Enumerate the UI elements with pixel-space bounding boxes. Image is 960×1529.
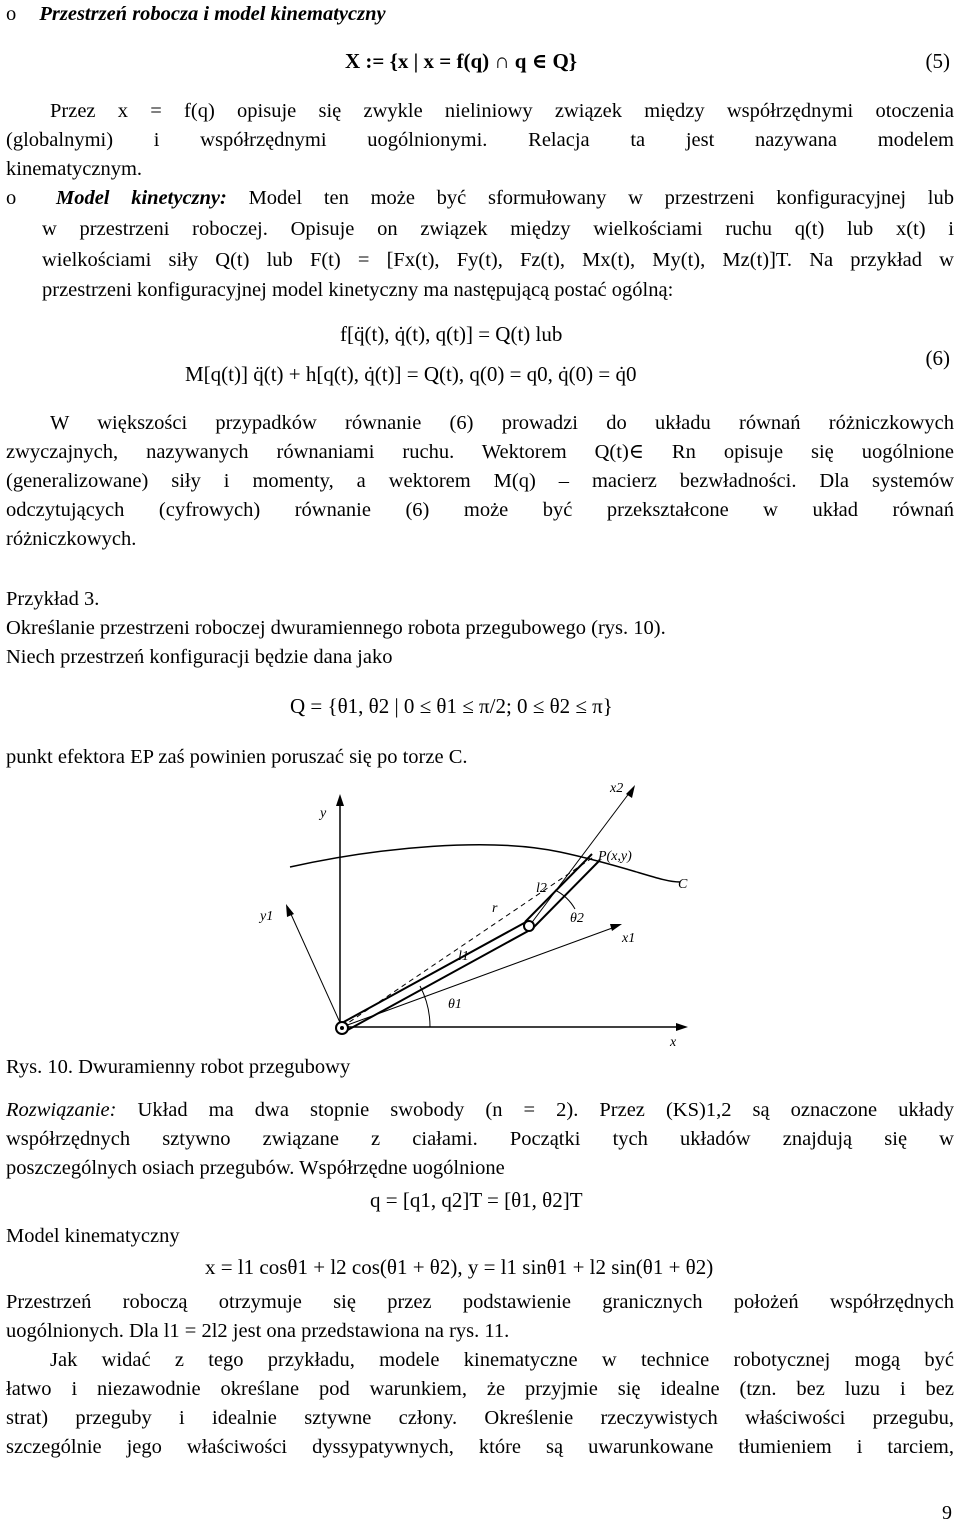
para3-line2: uogólnionych. Dla l1 = 2l2 jest ona przedstawiona na rys. 11. [6, 1320, 510, 1342]
example-line1: Przykład 3. [6, 588, 100, 610]
efektor-line: punkt efektora EP zaś powinien poruszać się po torze C. [6, 746, 468, 768]
model-text: Model ten może być sformułowany w przestrzeni konfiguracyjnej lub [226, 187, 954, 209]
model-line3: wielkościami siły Q(t) lub F(t) = [Fx(t), Fy(t), Fz(t), Mx(t), My(t), Mz(t)]T. Na przykład w [42, 249, 954, 271]
label-x1: x1 [622, 931, 636, 946]
label-C: C [678, 877, 688, 892]
para4-line3: strat) przeguby i idealnie sztywne człony. Określenie rzeczywistych właściwości przegubu, [6, 1407, 954, 1429]
equation-5: X := {x | x = f(q) ∩ q ∈ Q} [345, 49, 578, 73]
label-l1: l1 [458, 949, 469, 964]
model-line2: w przestrzeni roboczej. Opisuje on związek między wielkościami ruchu q(t) lub x(t) i [42, 218, 954, 240]
robot-arm-figure [230, 772, 730, 1052]
solution-text: Układ ma dwa stopnie swobody (n = 2). Przez (KS)1,2 są oznaczone układy [116, 1099, 954, 1121]
equation-6-line2: M[q(t)] q̈(t) + h[q(t), q̇(t)] = Q(t), q(0) = q0, q̇(0) = q̇0 [185, 362, 637, 386]
para2-line4: odczytujących (cyfrowych) równanie (6) może być przekształcone w układ równań [6, 499, 954, 521]
label-y: y [320, 806, 327, 821]
equation-q: q = [q1, q2]T = [θ1, θ2]T [370, 1188, 583, 1212]
para2-line2: zwyczajnych, nazywanych równaniami ruchu. Wektorem Q(t)∈ Rn opisuje się uogólnione [6, 441, 954, 463]
para4-line4: szczególnie jego właściwości dyssypatywnych, które są uwarunkowane tłumieniem i tarciem, [6, 1436, 954, 1458]
kin-label: Model kinematyczny [6, 1225, 180, 1247]
para1-line2: (globalnymi) i współrzędnymi uogólnionymi. Relacja ta jest nazywana modelem [6, 129, 954, 151]
para4-line2: łatwo i niezawodnie określane pod warunkiem, że przyjmie się idealne (tzn. bez luzu i bez [6, 1378, 954, 1400]
equation-6-number: (6) [925, 346, 950, 370]
label-l2: l2 [536, 881, 547, 896]
model-title: Model kinetyczny: [55, 187, 227, 209]
para1-line3: kinematycznym. [6, 158, 143, 180]
label-r: r [492, 901, 498, 916]
bullet: o [6, 3, 17, 25]
equation-5-number: (5) [925, 49, 950, 73]
bullet: o [6, 187, 17, 209]
label-x2: x2 [610, 781, 624, 796]
para3-line1: Przestrzeń roboczą otrzymuje się przez podstawienie granicznych położeń współrzędnych [6, 1291, 954, 1313]
section-heading [6, 0, 386, 29]
equation-q-space: Q = {θ1, θ2 | 0 ≤ θ1 ≤ π/2; 0 ≤ θ2 ≤ π} [290, 694, 613, 718]
label-P: P(x,y) [598, 849, 632, 864]
figure-caption: Rys. 10. Dwuramienny robot przegubowy [6, 1056, 351, 1078]
para2-line5: różniczkowych. [6, 528, 137, 550]
para2-line3: (generalizowane) siły i momenty, a wektorem M(q) – macierz bezwładności. Dla systemów [6, 470, 954, 492]
equation-xy: x = l1 cosθ1 + l2 cos(θ1 + θ2), y = l1 sinθ1 + l2 sin(θ1 + θ2) [205, 1255, 714, 1279]
model-line1 [6, 184, 954, 213]
label-theta2: θ2 [570, 911, 584, 926]
para2-line1: W większości przypadków równanie (6) prowadzi do układu równań różniczkowych [50, 412, 954, 434]
label-theta1: θ1 [448, 997, 462, 1012]
solution-line2: współrzędnych sztywno związane z ciałami. Początki tych układów znajdują się w [6, 1128, 954, 1150]
example-line3: Niech przestrzeń konfiguracji będzie dana jako [6, 646, 393, 668]
equation-6-line1: f[q̈(t), q̇(t), q(t)] = Q(t) lub [340, 322, 563, 346]
label-x: x [670, 1035, 677, 1050]
solution-label: Rozwiązanie: [6, 1099, 117, 1121]
label-y1: y1 [260, 909, 274, 924]
example-line2: Określanie przestrzeni roboczej dwuramiennego robota przegubowego (rys. 10). [6, 617, 666, 639]
section-title: Przestrzeń robocza i model kinematyczny [39, 3, 386, 25]
solution-line3: poszczególnych osiach przegubów. Współrzędne uogólnione [6, 1157, 505, 1179]
model-line4: przestrzeni konfiguracyjnej model kinetyczny ma następującą postać ogólną: [42, 279, 674, 301]
para4-line1: Jak widać z tego przykładu, modele kinematyczne w technice robotycznej mogą być [50, 1349, 954, 1371]
page-number: 9 [942, 1502, 952, 1524]
para1-line1: Przez x = f(q) opisuje się zwykle nieliniowy związek między współrzędnymi otoczenia [50, 100, 954, 122]
solution-line1 [6, 1096, 954, 1125]
